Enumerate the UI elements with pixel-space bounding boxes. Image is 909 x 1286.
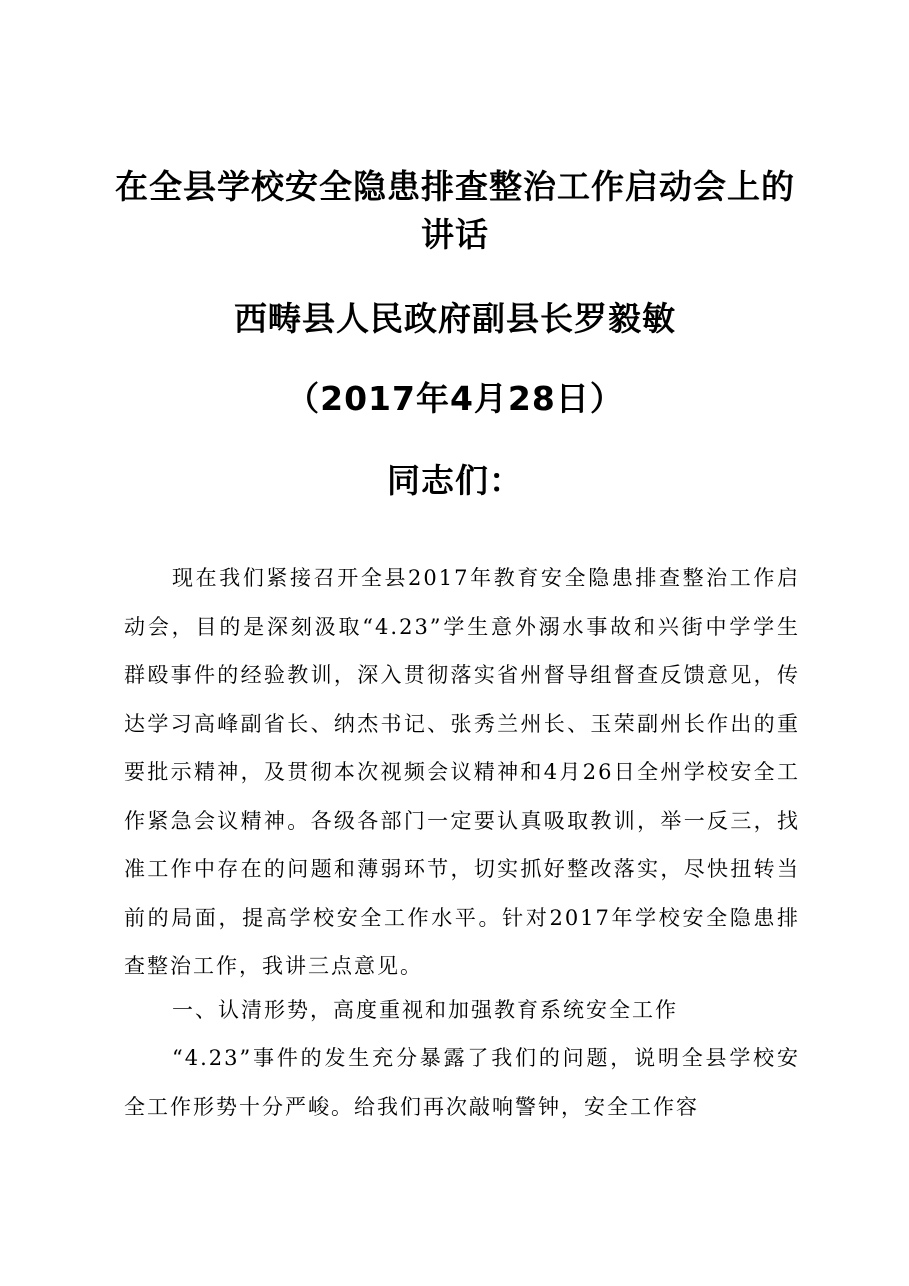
body-paragraph-1: 现在我们紧接召开全县2017年教育安全隐患排查整治工作启动会，目的是深刻汲取“4.23”学生意外溺水事故和兴街中学学生群殴事件的经验教训，深入贯彻落实省州督导组督查反馈意见，传达学习高峰副省长、纳杰书记、张秀兰州长、玉荣副州长作出的重要批示精神，及贯彻本次视频会议精神和4月26日全州学校安全工作紧急会议精神。各级各部门一定要认真吸取教训，举一反三，找准工作中存在的问题和薄弱环节，切实抓好整改落实，尽快扭转当前的局面，提高学校安全工作水平。针对2017年学校安全隐患排查整治工作，我讲三点意见。 (124, 566, 800, 978)
salutation: 同志们： (387, 461, 523, 500)
section-heading-1: 一、认清形势，高度重视和加强教育系统安全工作 (172, 998, 678, 1022)
document-title-line-2: 讲话 (421, 215, 489, 254)
speech-date: （2017年4月28日） (286, 379, 624, 418)
speaker-name: 西畴县人民政府副县长罗毅敏 (234, 299, 676, 338)
document-title-line-1: 在全县学校安全隐患排查整治工作启动会上的 (115, 167, 795, 206)
body-paragraph-2: “4.23”事件的发生充分暴露了我们的问题，说明全县学校安全工作形势十分严峻。给我们再次敲响警钟，安全工作容 (124, 1046, 800, 1119)
